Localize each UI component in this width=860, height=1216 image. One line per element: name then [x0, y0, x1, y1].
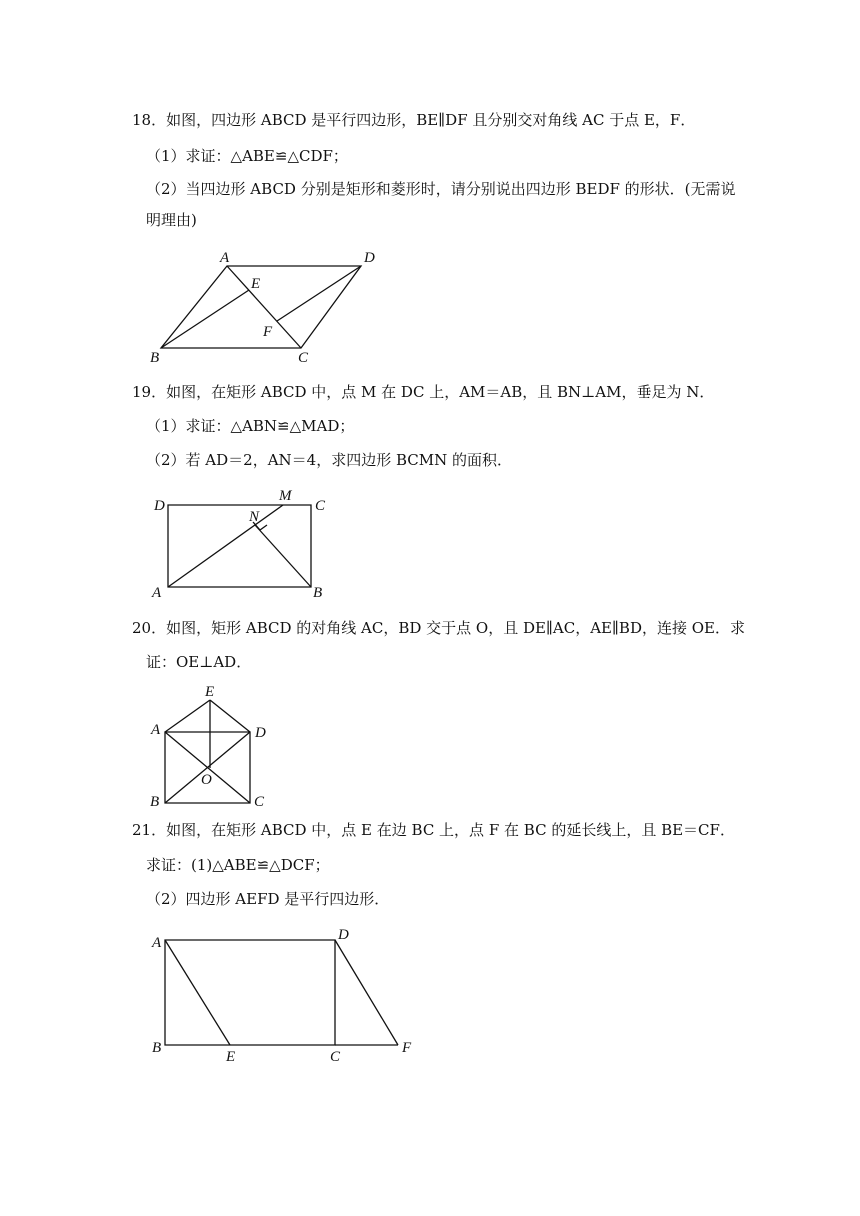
label-f: F [402, 1040, 412, 1056]
label-d: D [364, 250, 375, 266]
problem-21-line-3: （2）四边形 AEFD 是平行四边形． [146, 890, 390, 908]
problem-19-line-1: 19．如图，在矩形 ABCD 中，点 M 在 DC 上，AM＝AB，且 BN⊥AM，垂足为 N． [132, 383, 715, 401]
segment-ae [165, 940, 230, 1045]
label-n: N [249, 509, 260, 525]
label-b: B [313, 585, 323, 601]
figure-20 [140, 682, 280, 810]
label-f: F [263, 324, 273, 340]
segment-be [161, 290, 249, 348]
parallelogram-abcd [161, 266, 361, 348]
label-c: C [298, 350, 309, 366]
label-c: C [330, 1049, 341, 1065]
problem-18-line-3: （2）当四边形 ABCD 分别是矩形和菱形时，请分别说出四边形 BEDF 的形状．(无需说 [146, 180, 736, 198]
label-a: A [152, 585, 162, 601]
rectangle-abcd [168, 505, 311, 587]
segment-de [210, 700, 250, 732]
segment-bn [255, 525, 311, 587]
label-d: D [154, 498, 165, 514]
problem-18-line-1: 18．如图，四边形 ABCD 是平行四边形，BE∥DF 且分别交对角线 AC 于点 E，F． [132, 111, 696, 129]
problem-20-line-2: 证：OE⊥AD． [146, 653, 252, 671]
problem-18-line-2: （1）求证：△ABE≌△CDF； [146, 147, 348, 165]
label-e: E [226, 1049, 236, 1065]
label-d: D [338, 927, 349, 943]
figure-21 [140, 925, 430, 1065]
figure-18 [140, 245, 400, 370]
rectangle-abcd [165, 940, 335, 1045]
segment-am [168, 505, 283, 587]
label-m: M [279, 488, 292, 504]
figure-19 [140, 485, 340, 605]
problem-21-line-2: 求证：(1)△ABE≌△DCF； [146, 856, 330, 874]
problem-19-line-2: （1）求证：△ABN≌△MAD； [146, 417, 355, 435]
label-c: C [254, 794, 265, 810]
label-e: E [251, 276, 261, 292]
problem-19-line-3: （2）若 AD＝2，AN＝4，求四边形 BCMN 的面积． [146, 451, 513, 469]
label-b: B [150, 794, 160, 810]
problem-20-line-1: 20．如图，矩形 ABCD 的对角线 AC，BD 交于点 O，且 DE∥AC，AE∥BD，连接 OE．求 [132, 619, 745, 637]
label-b: B [150, 350, 160, 366]
label-b: B [152, 1040, 162, 1056]
label-o: O [201, 772, 212, 788]
segment-df [335, 940, 398, 1045]
problem-18-line-4: 明理由) [146, 211, 197, 229]
label-c: C [315, 498, 326, 514]
label-d: D [255, 725, 266, 741]
segment-ae [165, 700, 210, 732]
problem-21-line-1: 21．如图，在矩形 ABCD 中，点 E 在边 BC 上，点 F 在 BC 的延长线上，且 BE＝CF． [132, 821, 735, 839]
label-a: A [151, 722, 161, 738]
label-e: E [205, 684, 215, 700]
label-a: A [220, 250, 230, 266]
label-a: A [152, 935, 162, 951]
segment-df [277, 266, 361, 321]
